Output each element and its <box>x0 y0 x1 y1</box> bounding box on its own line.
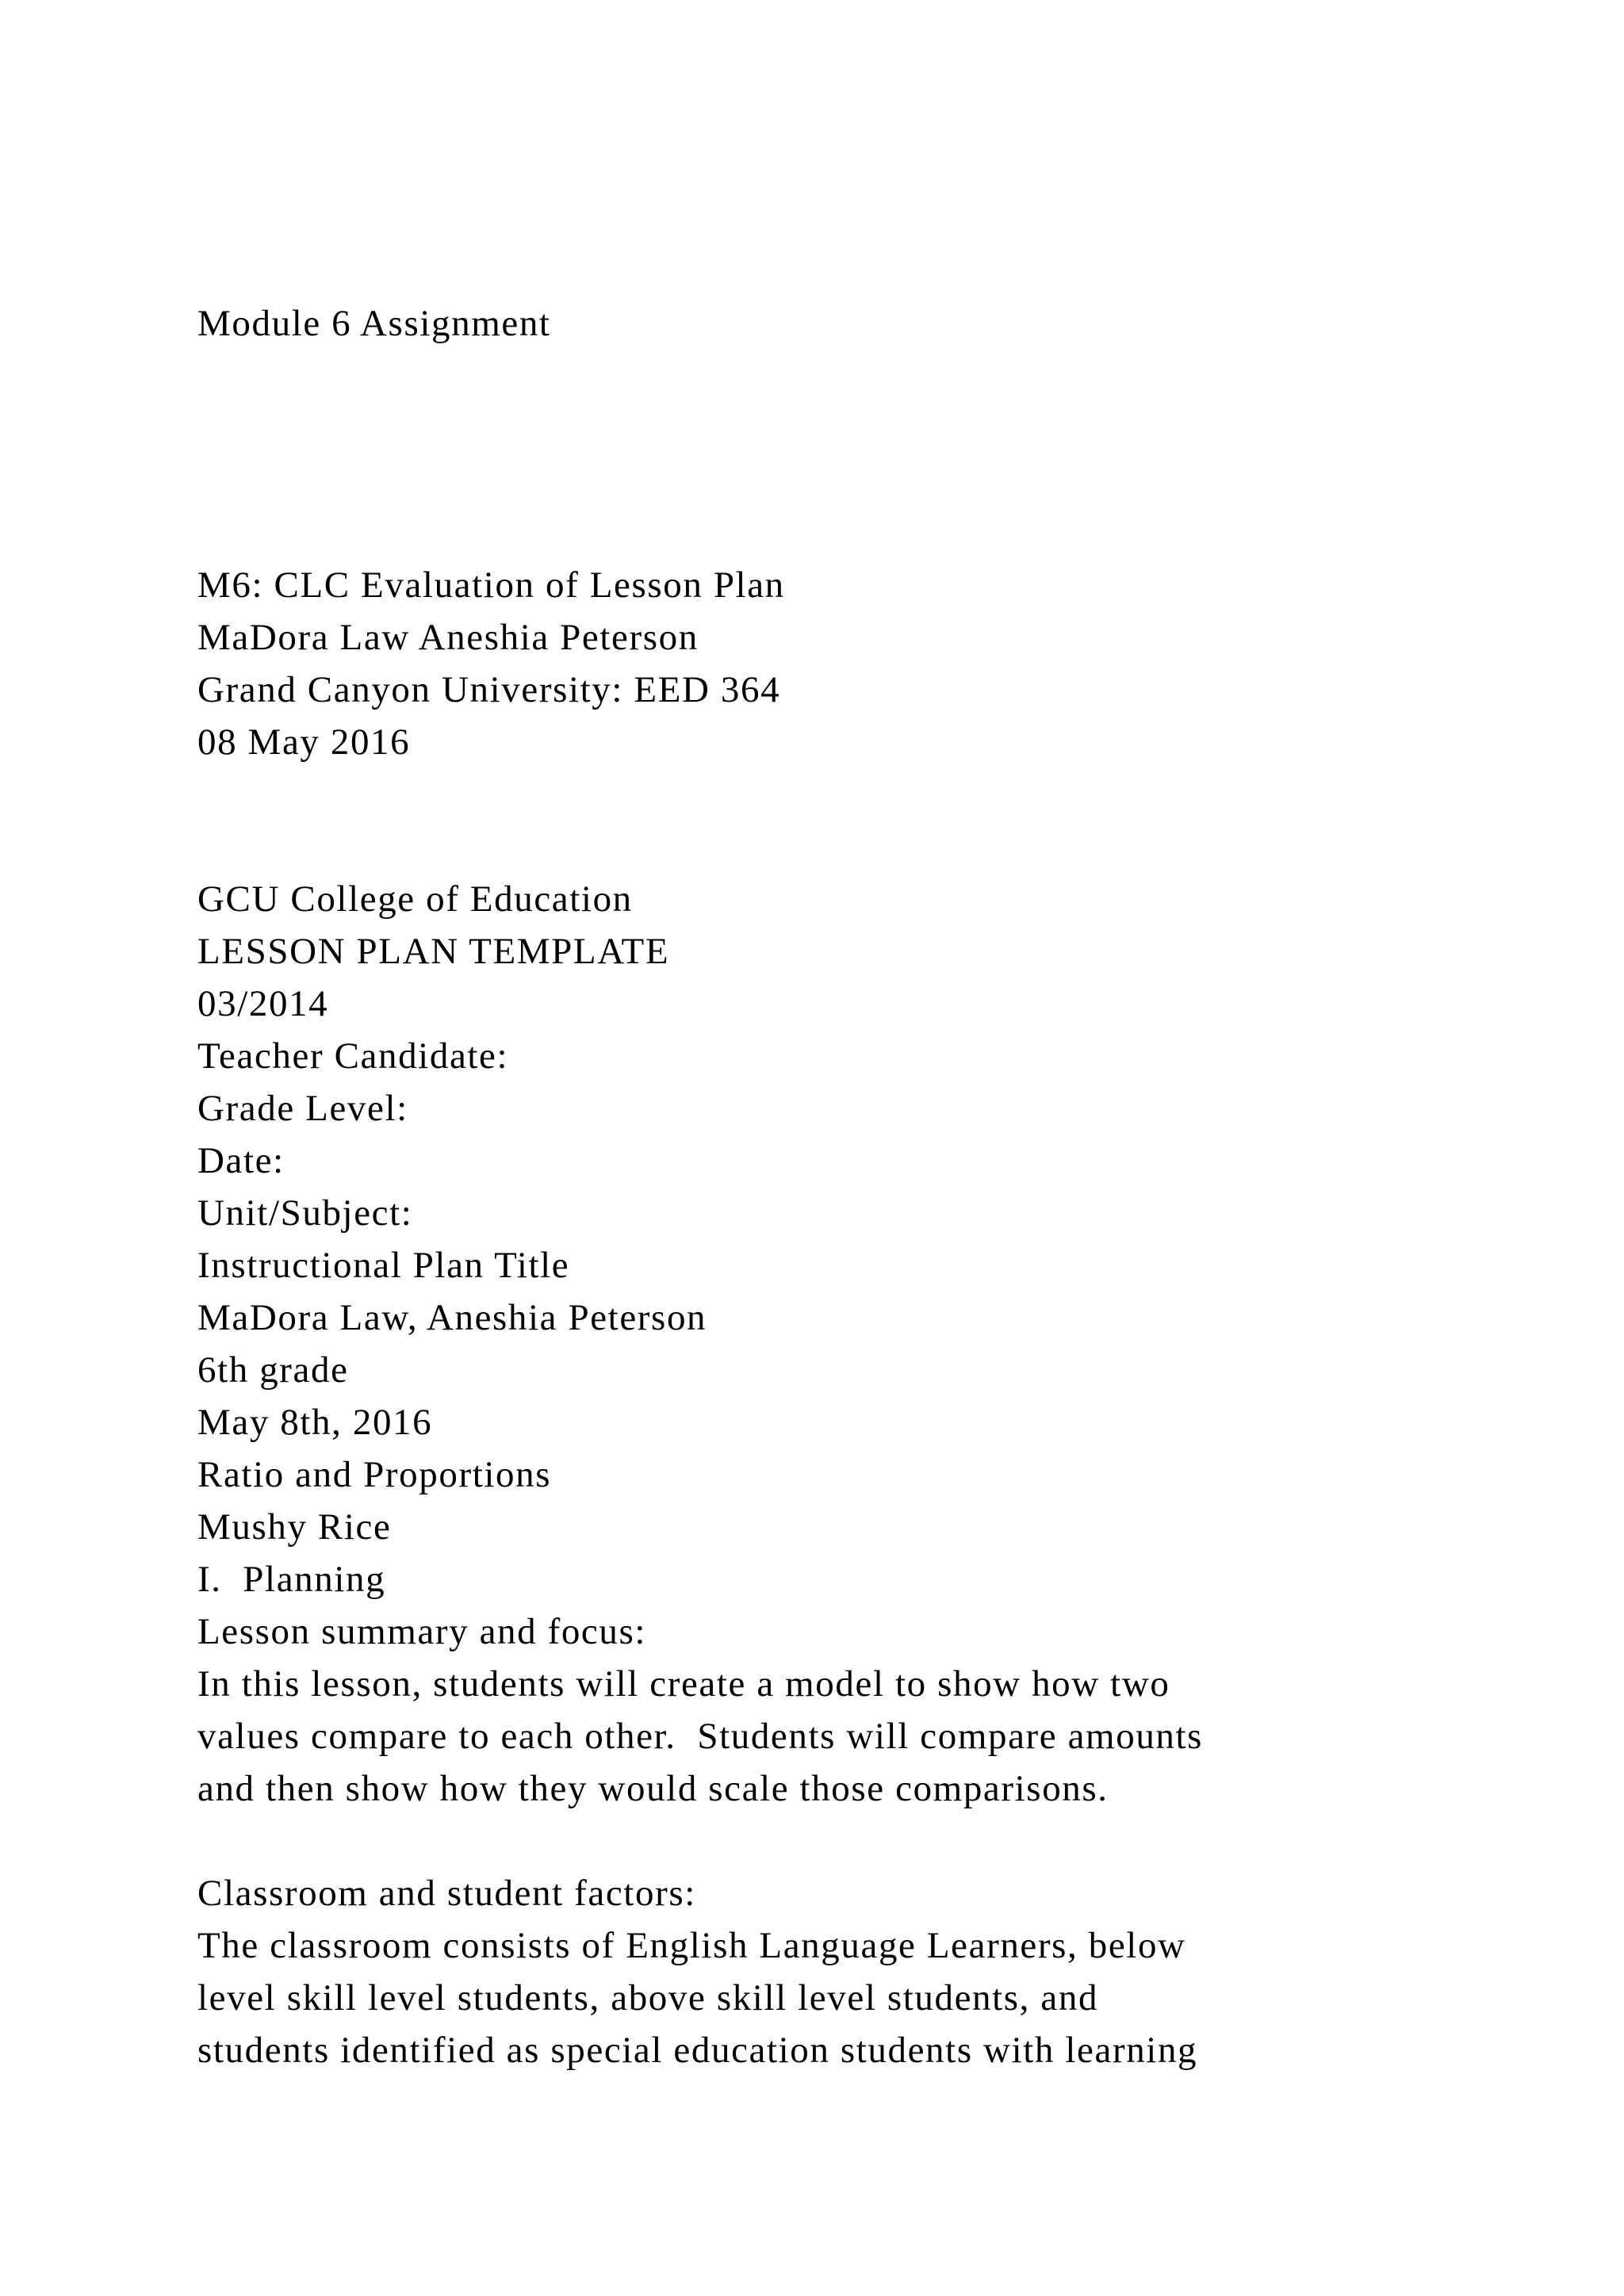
factors-line: The classroom consists of English Language Learners, below <box>197 1925 1186 1966</box>
field-value-plan-title: Mushy Rice <box>197 1506 392 1548</box>
course-name: Grand Canyon University: EED 364 <box>197 669 781 710</box>
summary-line: In this lesson, students will create a model to show how two <box>197 1663 1170 1705</box>
template-name: LESSON PLAN TEMPLATE <box>197 931 670 972</box>
template-revision: 03/2014 <box>197 983 329 1024</box>
document-title: Module 6 Assignment <box>197 303 551 344</box>
section-heading-planning: I. Planning <box>197 1559 386 1600</box>
summary-line: values compare to each other. Students will compare amounts <box>197 1716 1204 1757</box>
field-label-plan-title: Instructional Plan Title <box>197 1245 570 1286</box>
field-value-teacher-candidate: MaDora Law, Aneshia Peterson <box>197 1297 707 1338</box>
factors-line: students identified as special education students with learning <box>197 2030 1198 2071</box>
field-value-date: May 8th, 2016 <box>197 1402 433 1443</box>
field-value-unit-subject: Ratio and Proportions <box>197 1454 552 1495</box>
document-date: 08 May 2016 <box>197 721 411 763</box>
field-label-grade-level: Grade Level: <box>197 1088 408 1129</box>
summary-line: and then show how they would scale those comparisons. <box>197 1768 1109 1809</box>
field-label-unit-subject: Unit/Subject: <box>197 1192 413 1234</box>
assignment-title: M6: CLC Evaluation of Lesson Plan <box>197 564 785 606</box>
field-label-teacher-candidate: Teacher Candidate: <box>197 1035 509 1077</box>
college-name: GCU College of Education <box>197 878 633 920</box>
summary-label: Lesson summary and focus: <box>197 1611 647 1652</box>
field-value-grade-level: 6th grade <box>197 1349 349 1391</box>
factors-line: level skill level students, above skill level students, and <box>197 1977 1099 2019</box>
author-names: MaDora Law Aneshia Peterson <box>197 617 699 658</box>
factors-label: Classroom and student factors: <box>197 1873 696 1914</box>
field-label-date: Date: <box>197 1140 285 1181</box>
